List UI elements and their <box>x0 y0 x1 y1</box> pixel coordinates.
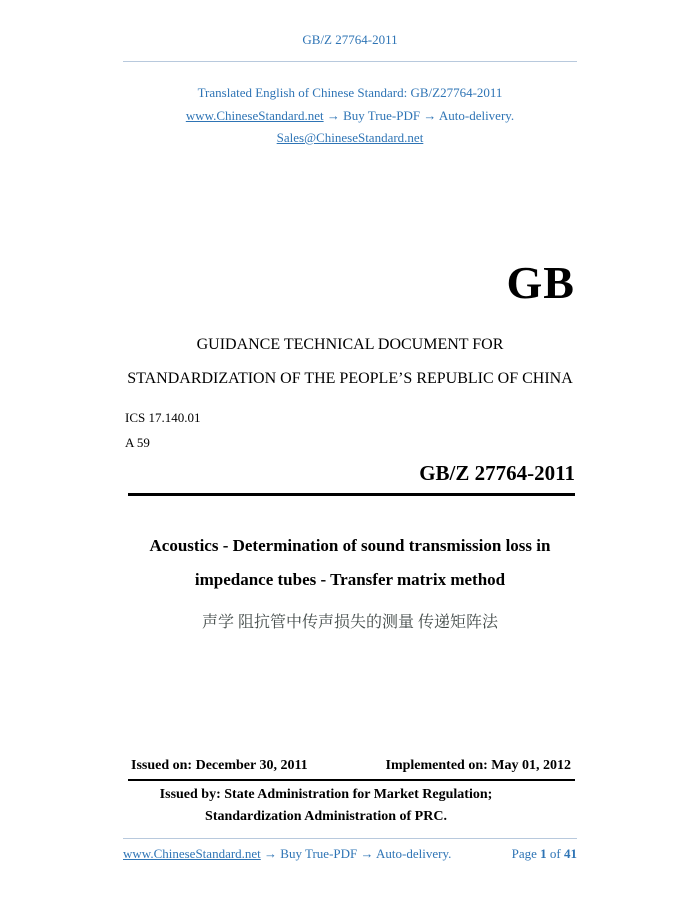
website-link[interactable]: www.ChineseStandard.net <box>185 108 324 123</box>
gb-logo: GB <box>506 257 575 308</box>
dates-rule <box>128 779 575 781</box>
arrow-icon: → <box>264 846 278 861</box>
arrow-icon: → <box>423 108 437 123</box>
buy-info-line <box>123 108 577 124</box>
footer-row <box>123 846 577 862</box>
footer-website-link[interactable]: www.ChineseStandard.net <box>123 846 261 861</box>
issuer-line-1: Issued by: State Administration for Market Regulation; <box>159 787 493 802</box>
auto-delivery-label: Auto-delivery. <box>438 108 515 123</box>
total-pages: 41 <box>564 846 577 861</box>
buy-true-pdf-label: Buy True-PDF <box>343 108 421 123</box>
footer-buy-true-pdf-label: Buy True-PDF <box>280 846 358 861</box>
sales-email-line <box>123 130 577 146</box>
authority-line-1: GUIDANCE TECHNICAL DOCUMENT FOR <box>196 336 504 353</box>
title-english-line-2: impedance tubes - Transfer matrix method <box>194 570 506 589</box>
standard-number-rule <box>128 493 575 496</box>
implemented-date: Implemented on: May 01, 2012 <box>385 758 571 773</box>
page-indicator <box>512 846 577 862</box>
arrow-icon: → <box>360 846 374 861</box>
dates-row <box>131 758 571 774</box>
ics-code: ICS 17.140.01 <box>125 410 201 425</box>
footer-auto-delivery-label: Auto-delivery. <box>376 846 452 861</box>
issued-date: Issued on: December 30, 2011 <box>131 758 308 773</box>
standard-number: GB/Z 27764-2011 <box>419 461 575 485</box>
footer-divider <box>123 838 577 839</box>
header-divider <box>123 61 577 62</box>
sales-email-link[interactable]: Sales@ChineseStandard.net <box>276 130 424 145</box>
page-word: Page <box>511 846 537 861</box>
authority-line-2: STANDARDIZATION OF THE PEOPLE’S REPUBLIC OF CHINA <box>127 370 573 387</box>
translated-standard-line: Translated English of Chinese Standard: GB/Z27764-2011 <box>197 85 503 100</box>
title-english-line-1: Acoustics - Determination of sound transmission loss in <box>149 536 551 555</box>
issuer-line-2: Standardization Administration of PRC. <box>205 809 447 824</box>
class-code: A 59 <box>125 435 150 450</box>
header-doc-code: GB/Z 27764-2011 <box>302 32 398 47</box>
arrow-icon: → <box>326 108 340 123</box>
title-chinese: 声学 阻抗管中传声损失的测量 传递矩阵法 <box>201 614 498 631</box>
footer-buy-info <box>123 846 451 862</box>
page-number: 1 <box>540 846 547 861</box>
of-word: of <box>549 846 561 861</box>
